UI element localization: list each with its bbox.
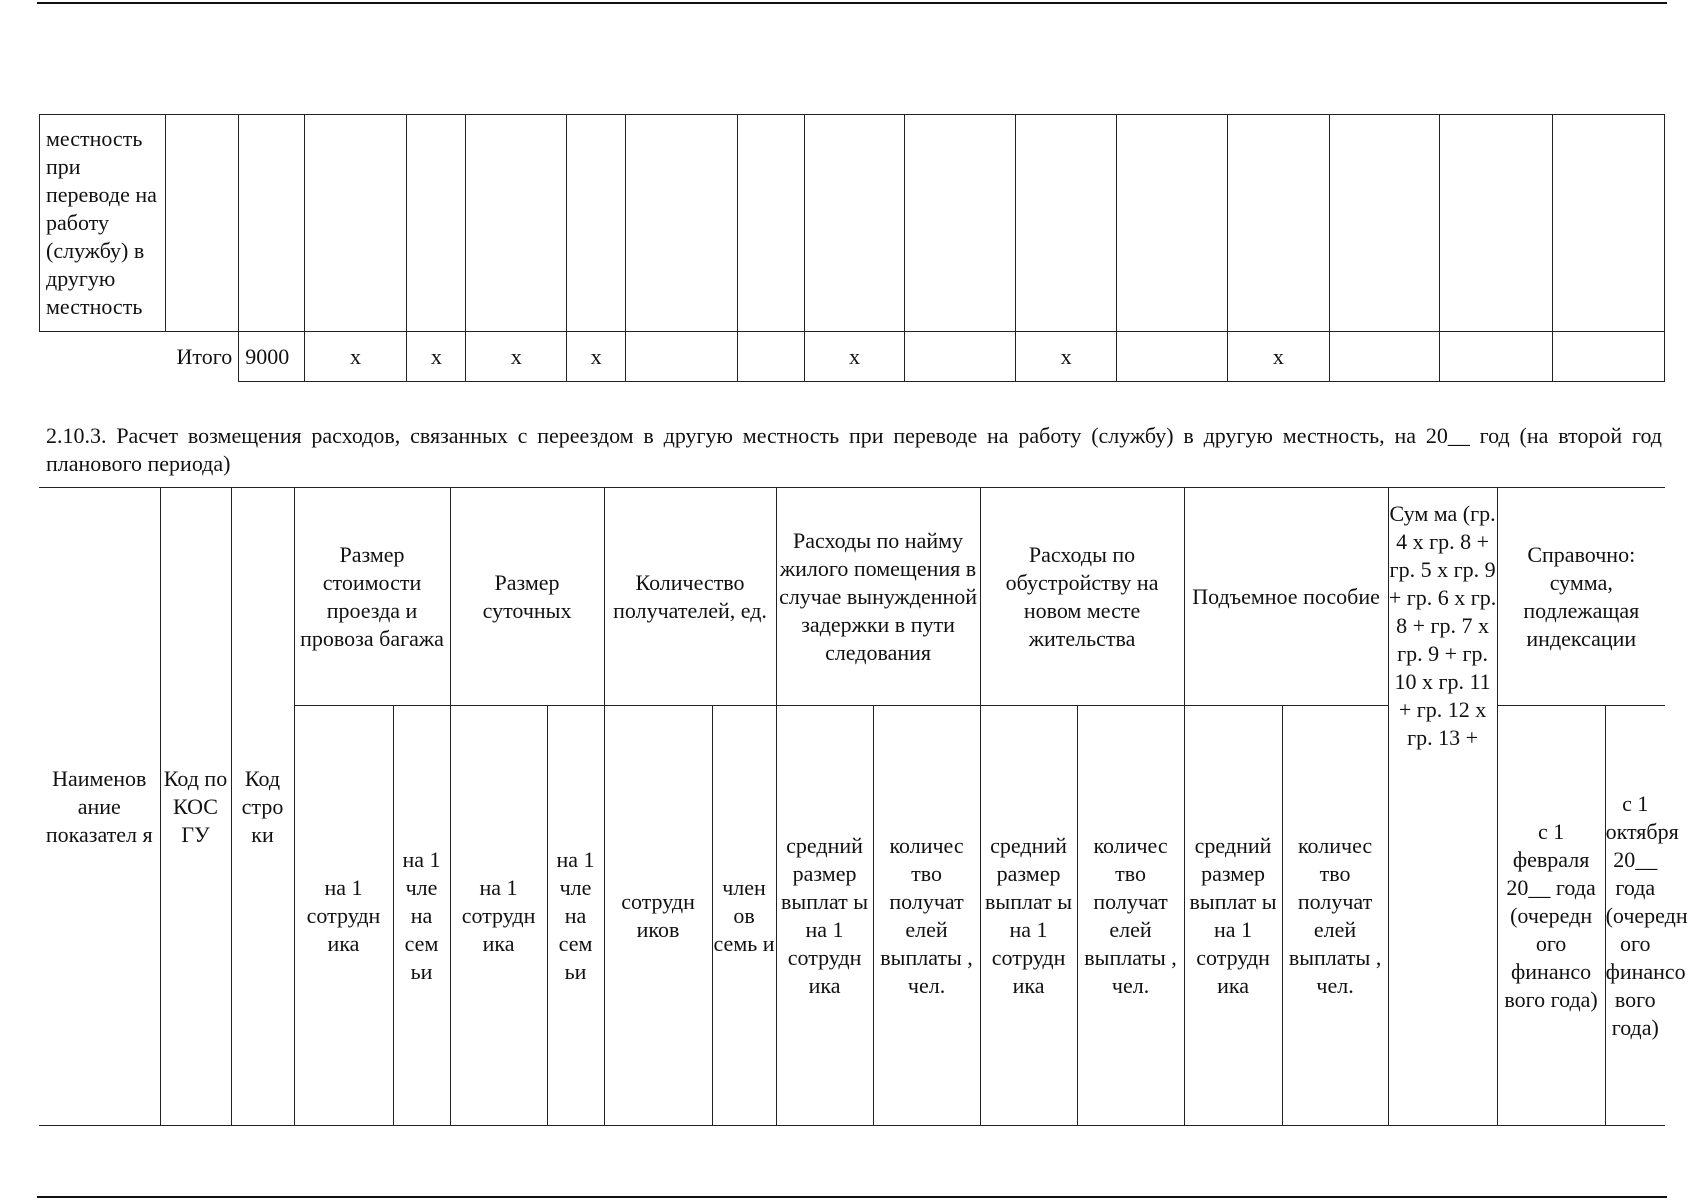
itogo-cell: x bbox=[804, 332, 905, 382]
main-table bbox=[39, 487, 1688, 1126]
top-rule bbox=[37, 2, 1667, 4]
header-daily: Размер суточных bbox=[450, 488, 604, 706]
itogo-cell bbox=[1439, 332, 1552, 382]
sub-daily-fam: на 1 чле на сем ьи bbox=[547, 706, 604, 1126]
header-sum: Сум ма (гр. 4 x гр. 8 + гр. 5 x гр. 9 + гр. 6 x гр. 8 + гр. 7 x гр. 9 + гр. 10 x гр. 11 + гр. 12 x гр. 13 + bbox=[1388, 488, 1497, 1126]
bottom-rule bbox=[37, 1196, 1667, 1198]
itogo-cell: x bbox=[304, 332, 407, 382]
table-cell bbox=[407, 115, 466, 332]
itogo-cell bbox=[905, 332, 1016, 382]
header-settle: Расходы по обустройству на новом месте жительства bbox=[980, 488, 1184, 706]
header-row-code: Код стро ки bbox=[231, 488, 294, 1126]
itogo-cell: x bbox=[407, 332, 466, 382]
itogo-cell: x bbox=[1016, 332, 1117, 382]
sub-ref-feb: с 1 февраля 20__ года (очередн ого финансо вого года) bbox=[1497, 706, 1605, 1126]
row-name-cell: местность при переводе на работу (службу) в другую местность bbox=[40, 115, 166, 332]
table-cell bbox=[1552, 115, 1664, 332]
sub-housing-count: количес тво получат елей выплаты , чел. bbox=[873, 706, 980, 1126]
itogo-cell: x bbox=[1228, 332, 1330, 382]
sub-rec-fam: член ов семь и bbox=[712, 706, 776, 1126]
sub-housing-avg: средний размер выплат ы на 1 сотрудн ика bbox=[776, 706, 873, 1126]
table-cell bbox=[304, 115, 407, 332]
sub-travel-fam: на 1 чле на сем ьи bbox=[393, 706, 450, 1126]
table-cell bbox=[905, 115, 1016, 332]
itogo-cell bbox=[1117, 332, 1228, 382]
section-title: 2.10.3. Расчет возмещения расходов, связанных с переездом в другую местность при переводе на работу (службу) в другую местность, на 20__ год (на второй год планового периода) bbox=[46, 423, 1662, 476]
sub-travel-emp: на 1 сотрудн ика bbox=[294, 706, 393, 1126]
header-housing: Расходы по найму жилого помещения в случае вынужденной задержки в пути следования bbox=[776, 488, 980, 706]
itogo-code: 9000 bbox=[239, 332, 304, 382]
continued-table bbox=[39, 114, 1665, 382]
table-cell bbox=[738, 115, 804, 332]
sub-rec-emp: сотрудн иков bbox=[604, 706, 712, 1126]
table-cell bbox=[466, 115, 567, 332]
table-cell bbox=[1117, 115, 1228, 332]
table-cell bbox=[1016, 115, 1117, 332]
table-cell bbox=[1439, 115, 1552, 332]
sub-settle-count: количес тво получат елей выплаты , чел. bbox=[1077, 706, 1184, 1126]
table-cell bbox=[804, 115, 905, 332]
header-lift: Подъемное пособие bbox=[1184, 488, 1388, 706]
itogo-cell bbox=[1552, 332, 1664, 382]
sub-lift-avg: средний размер выплат ы на 1 сотрудн ика bbox=[1184, 706, 1282, 1126]
itogo-cell: x bbox=[466, 332, 567, 382]
itogo-cell bbox=[1329, 332, 1439, 382]
header-reference: Справочно: сумма, подлежащая индексации bbox=[1497, 488, 1665, 706]
sub-lift-count: количес тво получат елей выплаты , чел. bbox=[1282, 706, 1388, 1126]
table-cell bbox=[626, 115, 738, 332]
sub-settle-avg: средний размер выплат ы на 1 сотрудн ика bbox=[980, 706, 1077, 1126]
sub-ref-oct: с 1 октября 20__ года (очередн ого финансо вого года) bbox=[1605, 706, 1665, 1126]
table-cell bbox=[1228, 115, 1330, 332]
table-cell bbox=[1329, 115, 1439, 332]
itogo-cell bbox=[626, 332, 738, 382]
itogo-cell: x bbox=[567, 332, 626, 382]
table-cell bbox=[567, 115, 626, 332]
header-travel: Размер стоимости проезда и провоза багажа bbox=[294, 488, 450, 706]
header-kosgu: Код по КОС ГУ bbox=[160, 488, 231, 1126]
itogo-label: Итого bbox=[40, 332, 239, 382]
table-cell bbox=[239, 115, 304, 332]
sub-daily-emp: на 1 сотрудн ика bbox=[450, 706, 547, 1126]
itogo-cell bbox=[738, 332, 804, 382]
table-cell bbox=[165, 115, 239, 332]
header-name: Наименов ание показател я bbox=[39, 488, 160, 1126]
header-recipients: Количество получателей, ед. bbox=[604, 488, 776, 706]
